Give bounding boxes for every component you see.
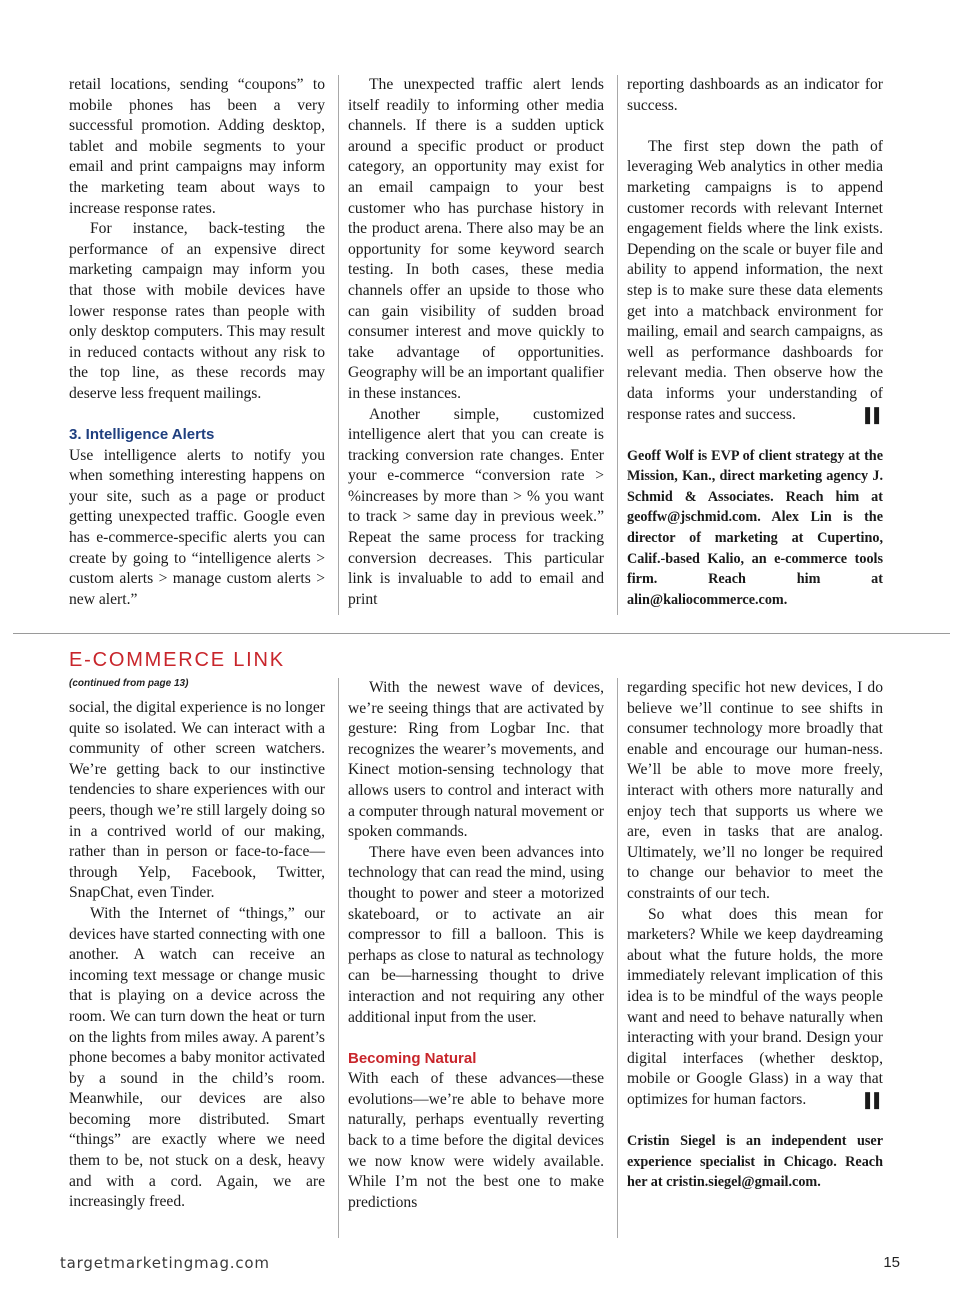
paragraph-text: So what does this mean for marketers? While we keep daydreaming about what the future holds, the more immediately relevant implication of this idea is to be mindful of the ways people want and need to behave naturally when interacting with your brand. Design your digital interfaces (whether desktop, mobile or Google Glass) in a way that optimizes for human factors. (627, 905, 883, 1108)
section-title: E-COMMERCE LINK (69, 649, 285, 671)
top-column-3 (627, 75, 883, 610)
column-divider (338, 678, 339, 1238)
column-divider (617, 678, 618, 1238)
section-heading-intelligence-alerts: 3. Intelligence Alerts (69, 426, 215, 444)
section-heading-becoming-natural: Becoming Natural (348, 1049, 477, 1067)
body-paragraph (627, 905, 883, 1111)
body-paragraph: With the Internet of “things,” our devices have started connecting with one another. A watch can receive an incoming text message or change music that is playing on a device across the room. We can turn down the heat or turn on the lights from miles away. A parent’s phone becomes a baby monitor activated by a sound in the child’s room. Meanwhile, our devices are also becoming more distributed. Smart “things” are exactly where we need them to be, not stuck on a desk, heavy and with a cord. Again, we are increasingly freed. (69, 904, 325, 1211)
body-paragraph: regarding specific hot new devices, I do believe we’ll continue to see shifts in consumer technology more broadly that enable and encourage our human-ness. We’ll be able to move more freely, interact with others more naturally and enjoy tech that supports us where we are, even in tasks that are analog. Ultimately, we’ll no longer be required to change our behavior to meet the constraints of our tech. (627, 679, 883, 902)
body-paragraph: With each of these advances—these evolutions—we’re able to behave more naturally, perhaps eventually reverting back to a time before the digital devices we now know were widely available. While I’m not the best one to make predictions (348, 1070, 604, 1211)
body-paragraph: With the newest wave of devices, we’re seeing things that are activated by gesture: Ring from Logbar Inc. that recognizes the wearer’s movements, and Kinect motion-sensing technology that allows users to control and interact with a computer through natural movement or spoken commands. (348, 679, 604, 841)
body-paragraph: social, the digital experience is no longer quite so isolated. We can interact with a community of other screen watchers. We’re getting back to our instinctive tendencies to share experiences with our peers, though we’re still largely doing so in a contrived world of our making, rather than in person or face-to-face—through Yelp, Facebook, Twitter, SnapChat, even Tinder. (69, 699, 325, 902)
body-paragraph: retail locations, sending “coupons” to mobile phones has been a very successful promotion. Adding desktop, tablet and mobile segments to your email and print campaigns may inform the marketing team about ways to increase response rates. (69, 76, 325, 217)
top-column-1 (69, 75, 325, 610)
body-paragraph (627, 137, 883, 425)
paragraph-text: The first step down the path of leveraging Web analytics in other media marketing campaigns is to append customer records with relevant Internet engagement fields where the link exists. Depending on the scale or buyer file and ability to append information, the next step is to make sure these data elements get into a matchback environment for mailing, email and search campaigns, as well as performance dashboards for relevant media. Then observe how the data informs your understanding of response rates and success. (627, 137, 883, 423)
end-of-article-icon: ▌▌ (865, 406, 883, 423)
page-number: 15 (883, 1254, 900, 1271)
bottom-column-2 (348, 678, 604, 1213)
bottom-column-3 (627, 678, 883, 1193)
body-paragraph: Another simple, customized intelligence alert that you can create is tracking conversion rate changes. Enter your e-commerce “conversion rate > %increases by more than > % you want to track > same day in previous week.” Repeat the same process for tracking conversion decreases. This particular link is invaluable to add to email and print (348, 405, 604, 608)
author-bio: Cristin Siegel is an independent user experience specialist in Chicago. Reach her at cristin.siegel@gmail.com. (627, 1133, 883, 1191)
continued-note: (continued from page 13) (69, 678, 189, 689)
body-paragraph: reporting dashboards as an indicator for success. (627, 76, 883, 114)
body-paragraph: The unexpected traffic alert lends itself readily to informing other media channels. If there is a sudden uptick around a specific product or product category, an opportunity may exist for an email campaign to your best customer who has purchase history in the product arena. There also may be an opportunity for some keyword search testing. In both cases, these media channels offer an upside to those who can gain visibility of sudden broad consumer interest and move quickly to take advantage of opportunities. Geography will be an important qualifier in these instances. (348, 76, 604, 402)
bottom-column-1 (69, 698, 325, 1213)
column-divider (617, 75, 618, 615)
body-paragraph: There have even been advances into technology that can read the mind, using thought to power and steer a motorized skateboard, or to activate an air compressor to fill a balloon. This is perhaps as close to natural as technology can be—harnessing thought to drive interaction and not requiring any other additional input from the user. (348, 843, 604, 1026)
footer-website: targetmarketingmag.com (60, 1254, 270, 1272)
author-bio: Geoff Wolf is EVP of client strategy at the Mission, Kan., direct marketing agency J. Schmid & Associates. Reach him at geoffw@jschmid.com. Alex Lin is the director of marketing at Cupertino, Calif.-based Kalio, an e-commerce tools firm. Reach him at alin@kaliocommerce.com. (627, 447, 883, 608)
body-paragraph: Use intelligence alerts to notify you when something interesting happens on your site, such as a page or product getting unexpected traffic. Google even has e-commerce-specific alerts you can create by going to “intelligence alerts > custom alerts > manage custom alerts > new alert.” (69, 446, 325, 608)
article-separator (13, 633, 950, 634)
end-of-article-icon: ▌▌ (865, 1091, 883, 1108)
top-column-2 (348, 75, 604, 610)
column-divider (338, 75, 339, 615)
body-paragraph: For instance, back-testing the performance of an expensive direct marketing campaign may inform you that those with mobile devices have lower response rates than people with only desktop computers. This may result in reduced contacts without any risk to the top line, as these records may deserve less frequent mailings. (69, 220, 325, 402)
